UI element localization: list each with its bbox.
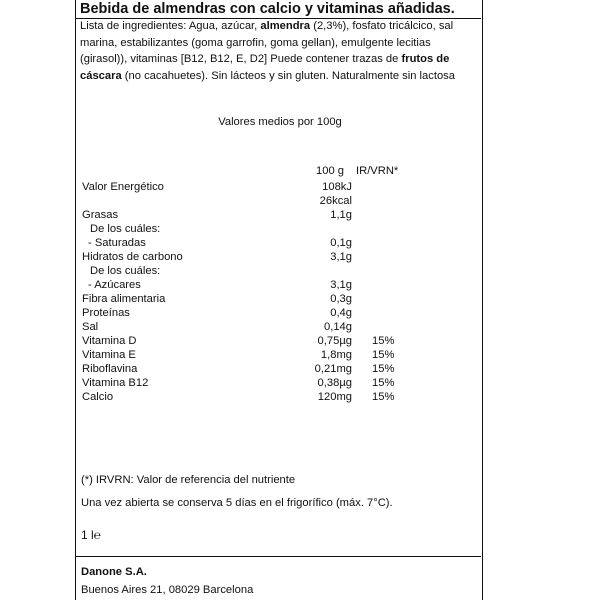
nutrient-reference-percent: 15%	[372, 391, 395, 403]
nutrient-amount: 120mg	[317, 391, 352, 403]
nutrient-name: Vitamina D	[82, 335, 137, 347]
nutrient-name: Vitamina E	[82, 349, 136, 361]
nutrient-amount: 0,38µg	[317, 377, 352, 389]
ingredients-part-1: Lista de ingredientes: Agua, azúcar,	[80, 20, 261, 32]
nutrient-reference-percent: 15%	[372, 377, 395, 389]
nutrient-amount: 0,4g	[330, 307, 352, 319]
ingredients-bold-almond: almendra	[260, 20, 311, 32]
nutrient-amount: 3,1g	[330, 251, 352, 263]
nutrient-name: Grasas	[82, 209, 119, 221]
nutrient-name: Proteínas	[82, 307, 130, 319]
column-header-qty: 100 g	[316, 165, 344, 177]
nutrient-name: - Azúcares	[88, 279, 141, 291]
nutrient-name: Vitamina B12	[82, 377, 149, 389]
volume: 1 l℮	[81, 528, 101, 542]
nutrient-amount: 0,21mg	[314, 363, 352, 375]
company-address: Buenos Aires 21, 08029 Barcelona	[81, 584, 254, 596]
nutrient-reference-percent: 15%	[372, 349, 395, 361]
values-header: Valores medios por 100g	[218, 116, 342, 128]
nutrient-amount: 1,8mg	[320, 349, 352, 361]
nutrient-reference-percent: 15%	[372, 363, 395, 375]
nutrient-amount: 1,1g	[330, 209, 352, 221]
column-header-ref: IR/VRN*	[356, 165, 399, 177]
nutrient-name: Sal	[82, 321, 99, 333]
nutrient-name: De los cuáles:	[90, 223, 161, 235]
ingredients-part-3: (no cacahuetes). Sin lácteos y sin gluten. Naturalmente sin lactosa	[121, 69, 456, 82]
nutrient-reference-percent: 15%	[372, 335, 395, 347]
nutrient-amount: 0,3g	[330, 293, 352, 305]
nutrient-name: Fibra alimentaria	[82, 293, 166, 305]
nutrient-name: Riboflavina	[82, 363, 138, 375]
ingredients-text	[80, 18, 480, 84]
nutrient-amount: 3,1g	[330, 279, 352, 291]
footer-divider	[76, 556, 481, 557]
storage-instructions: Una vez abierta se conserva 5 días en el frigorífico (máx. 7°C).	[81, 497, 393, 509]
product-title: Bebida de almendras con calcio y vitaminas añadidas.	[80, 1, 455, 17]
footnote: (*) IRVRN: Valor de referencia del nutriente	[81, 474, 296, 486]
nutrient-name: Calcio	[82, 391, 114, 403]
nutrient-name: De los cuáles:	[90, 265, 161, 277]
nutrient-amount: 108kJ	[322, 181, 352, 193]
nutrient-amount: 26kcal	[319, 195, 352, 207]
nutrient-name: - Saturadas	[88, 237, 146, 249]
nutrient-amount: 0,75µg	[317, 335, 352, 347]
nutrient-amount: 0,14g	[324, 321, 352, 333]
company-name: Danone S.A.	[81, 566, 147, 578]
nutrient-amount: 0,1g	[330, 237, 352, 249]
ingredients-part-2: (2,3%), fosfato tricálcico, sal marina, estabilizantes (goma garrofin, goma gellan), emulgente lecitias (girasol)), vitaminas [B12, B12, E, D2] Puede contener trazas de	[80, 20, 454, 65]
ingredients-bold-nuts: frutos de cáscara	[80, 53, 450, 82]
nutrient-name: Hidratos de carbono	[82, 251, 183, 263]
nutrient-name: Valor Energético	[82, 181, 164, 193]
